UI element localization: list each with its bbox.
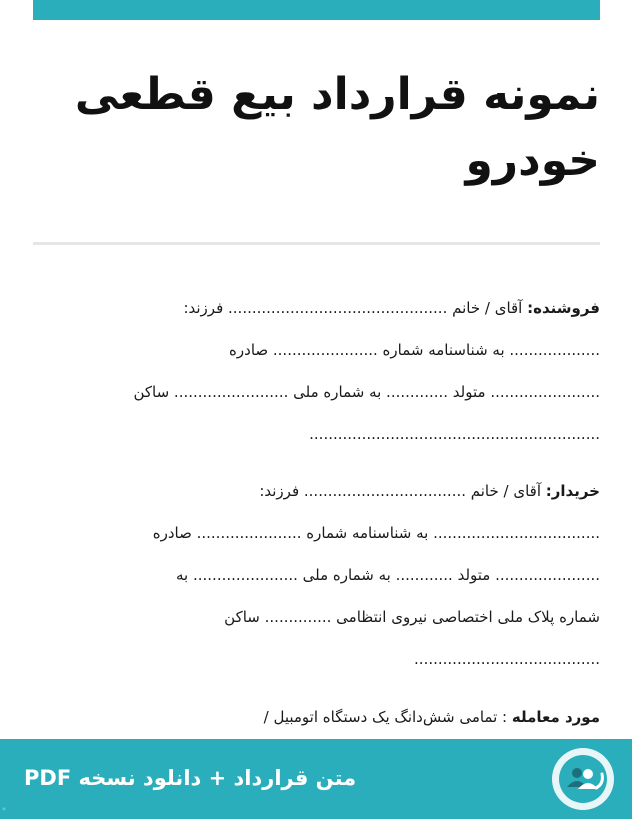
seller-line-1 (33, 287, 600, 329)
corner-mark: * (2, 806, 6, 815)
top-accent-bar (33, 0, 600, 20)
buyer-text: آقای / خانم .................................. فرزند: (259, 482, 546, 500)
seller-line-2: ................... به شناسنامه شماره ...................... صادره (229, 341, 600, 359)
download-banner-text[interactable]: متن قرارداد + دانلود نسخه PDF (24, 766, 357, 790)
buyer-label: خریدار: (545, 482, 600, 500)
subject-line (33, 696, 600, 738)
buyer-line-5: ....................................... (414, 650, 600, 668)
seller-line-3: ....................... متولد ............. به شماره ملی ........................ ساکن (133, 383, 600, 401)
buyer-line-2: ................................... به شناسنامه شماره ...................... صادره (152, 524, 600, 542)
people-icon (552, 748, 614, 810)
subject-text: : تمامی شش‌دانگ یک دستگاه اتومبیل / (263, 708, 512, 726)
download-banner[interactable] (0, 739, 632, 819)
site-logo[interactable] (552, 748, 614, 810)
buyer-section (33, 470, 600, 680)
buyer-line-1 (33, 470, 600, 512)
title-divider (33, 242, 600, 245)
buyer-line-4: شماره پلاک ملی اختصاصی نیروی انتظامی .............. ساکن (224, 608, 600, 626)
seller-text: آقای / خانم .............................................. فرزند: (183, 299, 528, 317)
seller-line-4: ............................................................. (309, 425, 600, 443)
buyer-line-3: ...................... متولد ............ به شماره ملی ...................... به (176, 566, 600, 584)
seller-section (33, 287, 600, 455)
seller-label: فروشنده: (527, 299, 600, 317)
page-title: نمونه قرارداد بیع قطعی خودرو (74, 69, 600, 186)
subject-label: مورد معامله (511, 708, 600, 726)
subject-section (33, 696, 600, 738)
